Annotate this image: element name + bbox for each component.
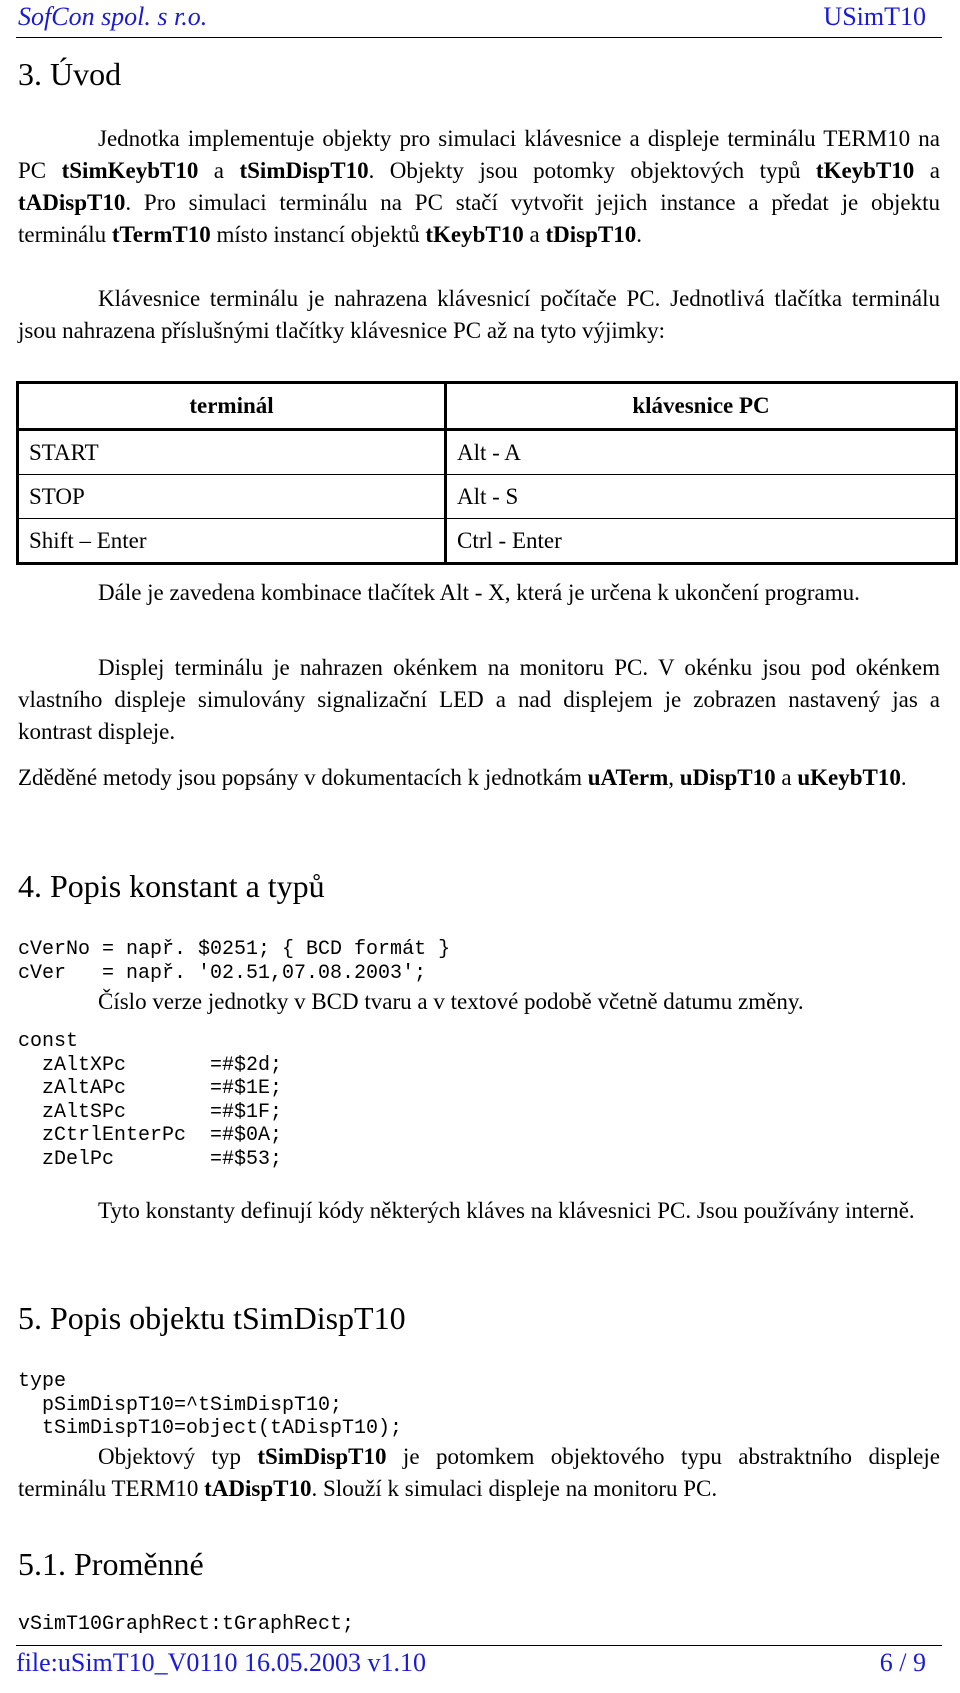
object-description: Objektový typ tSimDispT10 je potomkem objektového typu abstraktního displeje terminálu TERM10 tADispT10. Slouží k simulaci displeje na monitoru PC.	[18, 1444, 940, 1501]
table-row	[18, 430, 957, 475]
section-3-title: 3. Úvod	[18, 56, 122, 92]
section-5-title: 5. Popis objektu tSimDispT10	[18, 1300, 406, 1336]
footer-page-number: 6 / 9	[879, 1648, 926, 1677]
table-cell-terminal: Shift – Enter	[18, 519, 446, 564]
table-cell-pc: Ctrl - Enter	[446, 519, 957, 564]
header-divider	[16, 37, 942, 38]
table-header-pc-keyboard: klávesnice PC	[446, 383, 957, 430]
table-cell-terminal: START	[18, 430, 446, 475]
table-cell-pc: Alt - A	[446, 430, 957, 475]
header-company: SofCon spol. s r.o.	[18, 2, 208, 31]
intro-paragraph: Jednotka implementuje objekty pro simulaci klávesnice a displeje terminálu TERM10 na PC tSimKeybT10 a tSimDispT10. Objekty jsou potomky objektových typů tKeybT10 a tADispT10. Pro simulaci terminálu na PC stačí vytvořit jejich instance a předat je objektu terminálu tTermT10 místo instancí objektů tKeybT10 a tDispT10.	[18, 126, 940, 247]
version-constants-code: cVerNo = např. $0251; { BCD formát } cVer = např. '02.51,07.08.2003';	[18, 938, 451, 985]
key-constants-code: const zAltXPc =#$2d; zAltAPc =#$1E; zAltSPc =#$1F; zCtrlEnterPc =#$0A; zDelPc =#$53;	[18, 1030, 283, 1171]
footer-file-info: file:uSimT10_V0110 16.05.2003 v1.10	[16, 1648, 426, 1677]
display-paragraph: Displej terminálu je nahrazen okénkem na monitoru PC. V okénku jsou pod okénkem vlastního displeje simulovány signalizační LED a nad displejem je zobrazen nastavený jas a kontrast displeje.	[18, 655, 940, 744]
key-constants-description: Tyto konstanty definují kódy některých kláves na klávesnici PC. Jsou používány interně.	[98, 1198, 915, 1223]
table-header-terminal: terminál	[18, 383, 446, 430]
version-description: Číslo verze jednotky v BCD tvaru a v textové podobě včetně datumu změny.	[98, 989, 804, 1014]
inherited-methods-paragraph: Zděděné metody jsou popsány v dokumentacích k jednotkám uATerm, uDispT10 a uKeybT10.	[18, 765, 907, 790]
keyboard-paragraph: Klávesnice terminálu je nahrazena klávesnicí počítače PC. Jednotlivá tlačítka terminálu jsou nahrazena příslušnými tlačítky klávesnice PC až na tyto výjimky:	[18, 286, 940, 343]
table-row	[18, 519, 957, 564]
exit-key-paragraph: Dále je zavedena kombinace tlačítek Alt - X, která je určena k ukončení programu.	[98, 580, 860, 605]
table-cell-pc: Alt - S	[446, 475, 957, 519]
header-unit: USimT10	[823, 2, 926, 31]
section-5-1-title: 5.1. Proměnné	[18, 1546, 204, 1582]
table-cell-terminal: STOP	[18, 475, 446, 519]
footer-divider	[16, 1645, 942, 1646]
table-row	[18, 475, 957, 519]
key-mapping-table	[16, 381, 958, 565]
variables-code: vSimT10GraphRect:tGraphRect;	[18, 1613, 355, 1636]
type-declaration-code: type pSimDispT10=^tSimDispT10; tSimDispT10=object(tADispT10);	[18, 1370, 403, 1440]
section-4-title: 4. Popis konstant a typů	[18, 868, 325, 904]
